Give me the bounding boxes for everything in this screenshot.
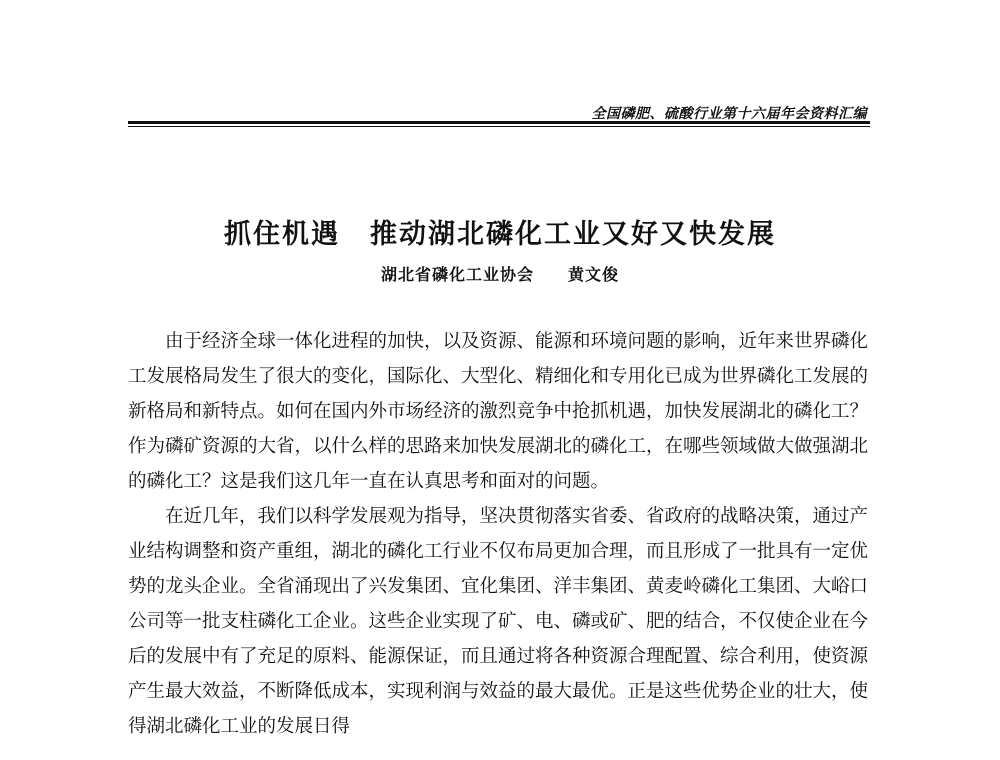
author-name: 黄文俊 — [568, 265, 620, 284]
header-rule-thin — [128, 126, 870, 127]
paragraph-2: 在近几年，我们以科学发展观为指导，坚决贯彻落实省委、省政府的战略决策，通过产业结构调整和资产重组，湖北的磷化工行业不仅布局更加合理，而且形成了一批具有一定优势的龙头企业。全省涌现出了兴发集团、宜化集团、洋丰集团、黄麦岭磷化工集团、大峪口公司等一批支柱磷化工企业。这些企业实现了矿、电、磷或矿、肥的结合，不仅使企业在今后的发展中有了充足的原料、能源保证，而且通过将各种资源合理配置、综合利用，使资源产生最大效益，不断降低成本，实现利润与效益的最大最优。正是这些优势企业的壮大，使得湖北磷化工业的发展日得 — [128, 506, 869, 737]
article-byline — [0, 262, 1000, 285]
running-header-text: 全国磷肥、硫酸行业第十六届年会资料汇编 — [591, 106, 867, 122]
author-organization: 湖北省磷化工业协会 — [380, 265, 534, 284]
article-title — [0, 212, 1000, 251]
paragraph-1: 由于经济全球一体化进程的加快，以及资源、能源和环境问题的影响，近年来世界磷化工发展格局发生了很大的变化，国际化、大型化、精细化和专用化已成为世界磷化工发展的新格局和新特点。如何在国内外市场经济的激烈竞争中抢抓机遇，加快发展湖北的磷化工？作为磷矿资源的大省，以什么样的思路来加快发展湖北的磷化工，在哪些领域做大做强湖北的磷化工？这是我们这几年一直在认真思考和面对的问题。 — [128, 331, 869, 492]
article-title-part2: 推动湖北磷化工业又好又快发展 — [370, 219, 776, 250]
article-body — [128, 324, 868, 744]
header-rule-thick — [128, 121, 870, 124]
article-title-part1: 抓住机遇 — [224, 219, 340, 250]
